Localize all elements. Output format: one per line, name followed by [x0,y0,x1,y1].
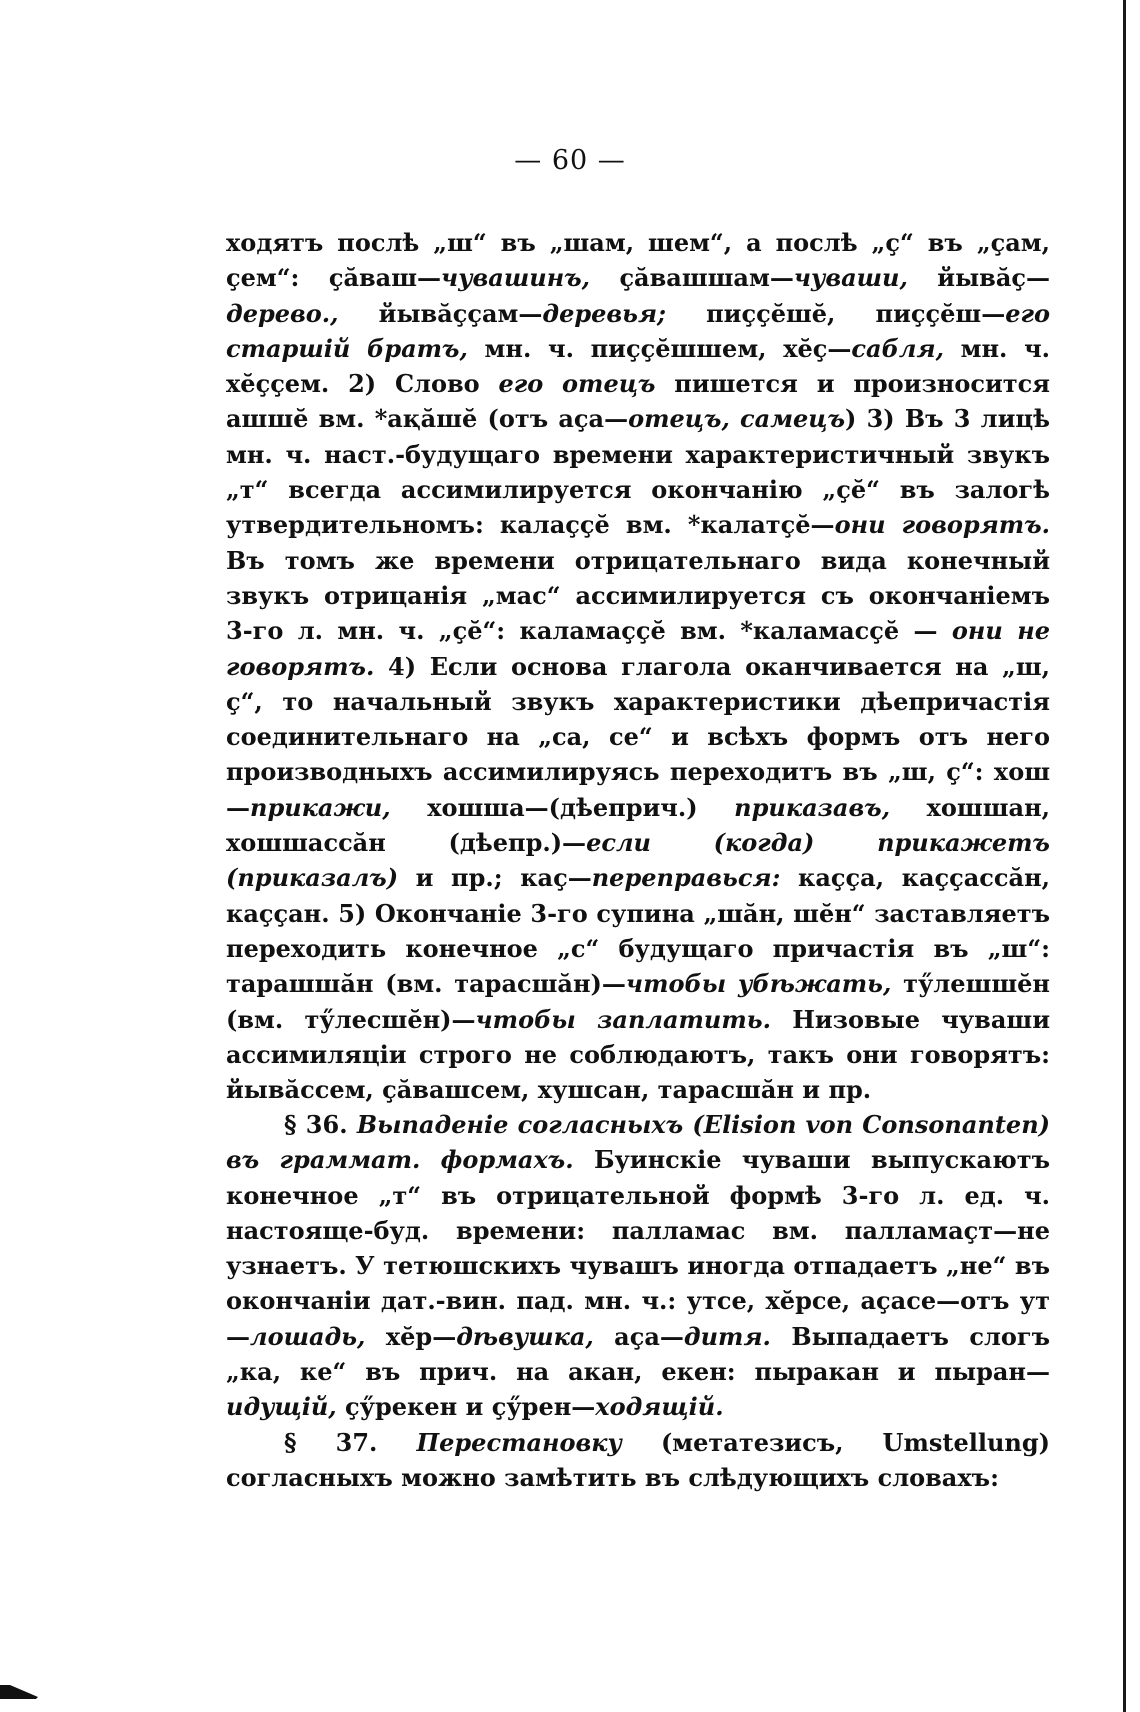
page-number: — 60 — [514,145,626,176]
italic-run: они не говорятъ. [226,616,1051,681]
italic-run: лошадь, [250,1321,366,1351]
italic-run: дерево., [226,298,339,328]
italic-run: сабля, [851,333,944,363]
italic-run: переправься: [591,863,781,893]
text-run: мн. ч. пиҫҫĕшшем, хĕç— [467,333,852,363]
italic-run: идущій, [226,1392,337,1422]
text-run: мн. ч. хĕççем. 2) Слово [226,333,1050,399]
italic-run: чуваши, [793,263,908,293]
italic-run: дитя. [683,1321,771,1351]
italic-run: приказавъ, [734,792,891,822]
text-run: 4) Если основа глагола оканчивается на „ш, ç“, то начальный звукъ характеристики дѣепричастія соединительнаго на „са, се“ и всѣхъ формъ отъ него производныхъ ассимилируясь переходитъ въ „ш, ç“: хош— [226,651,1050,822]
text-run: ) 3) Въ 3 лицѣ мн. ч. наст.-будущаго времени характеристичный звукъ „т“ всегда ассимилируется окончанію „çĕ“ въ залогѣ утвердительномъ: калаççĕ вм. *калатçĕ— [226,404,1051,540]
paragraph-section-36 [226,1107,1050,1425]
paragraph-assimilation [226,225,1050,1107]
text-run: Въ томъ же времени отрицательнаго вида конечный звукъ отрицанія „мас“ ассимилируется съ окончаніемъ 3-го л. мн. ч. „çĕ“: каламаççĕ вм. *каламасçĕ — [226,545,1050,646]
text-run: Низовые чуваши ассимиляціи строго не соблюдаютъ, такъ они говорятъ: йывăссем, ҫăвашсем, хушсан, тарасшăн и пр. [226,1004,1050,1105]
italic-run: отецъ, самецъ [628,404,846,434]
text-run: пишется и произносится ашшĕ вм. *ақăшĕ (отъ аçа— [226,369,1050,434]
text-run: Выпадаетъ слогъ „ка, ке“ въ прич. на акан, екен: пыракан и пыран— [226,1321,1050,1387]
italic-run: прикажи, [250,792,391,822]
italic-run: его отецъ [498,369,656,399]
text-run: йывăç— [907,263,1051,293]
text-run: хĕр— [365,1321,457,1351]
text-run: тӳлешшĕн (вм. тӳлесшĕн)— [226,969,1050,1034]
text-run: пиҫҫĕшĕ, пиҫҫĕш— [665,298,1006,328]
text-run: ҫăваш— [328,263,442,293]
text-run: § 36. [284,1110,357,1139]
italic-run: Перестановку [416,1428,622,1457]
text-run: çӳрекен и çӳрен— [336,1392,596,1422]
text-run: Буинскіе чуваши выпускаютъ конечное „т“ въ отрицательной формѣ 3-го л. ед. ч. настояще-буд. времени: палламас вм. палламаçт—не узнаетъ. У тетюшскихъ чувашъ иногда отпадаетъ „не“ въ окончаніи дат.-вин. пад. мн. ч.: утсе, хĕрсе, аҫасе—отъ ут— [226,1145,1051,1351]
italic-run: они говорятъ. [834,510,1050,540]
italic-run: чтобы заплатить. [475,1004,771,1034]
text-run: хошшан, хошшассăн (дѣепр.)— [226,792,1050,858]
italic-run: чтобы убѣжать, [625,969,892,999]
italic-run: чувашинъ, [441,263,590,293]
italic-run: дѣвушка, [456,1321,594,1351]
text-run: аҫа— [593,1321,684,1351]
italic-run: его старшій братъ, [226,298,1050,363]
italic-run: деревья; [542,298,666,328]
text-run: § 37. [284,1428,417,1457]
page-edge-shadow [1123,0,1126,1712]
text-run: ҫăвашшам— [590,263,794,293]
italic-run: Выпаденіе согласныхъ (Elision von Consonanten) въ граммат. формахъ. [226,1110,1050,1175]
italic-run: ходящій. [595,1392,724,1422]
paragraph-section-37 [226,1425,1050,1496]
text-run: каçça, каççассăн, каççан. 5) Окончаніе 3-го супина „шăн, шĕн“ заставляетъ переходить конечное „с“ будущаго причастія въ „ш“: тарашшăн (вм. тарасшăн)— [226,863,1050,999]
text-run: йывăççам— [338,298,543,328]
text-run: и пр.; каç— [398,863,592,893]
italic-run: если (когда) прикажетъ (приказалъ) [226,828,1050,893]
scan-corner-mark [0,1685,38,1699]
text-run: ходятъ послѣ „ш“ въ „шам, шем“, а послѣ „ç“ въ „çам, çем“: [226,228,1050,293]
text-run: (метатезисъ, Umstellung) согласныхъ можно замѣтить въ слѣдующихъ словахъ: [226,1428,1051,1493]
text-run: хошша—(дѣеприч.) [390,792,735,822]
